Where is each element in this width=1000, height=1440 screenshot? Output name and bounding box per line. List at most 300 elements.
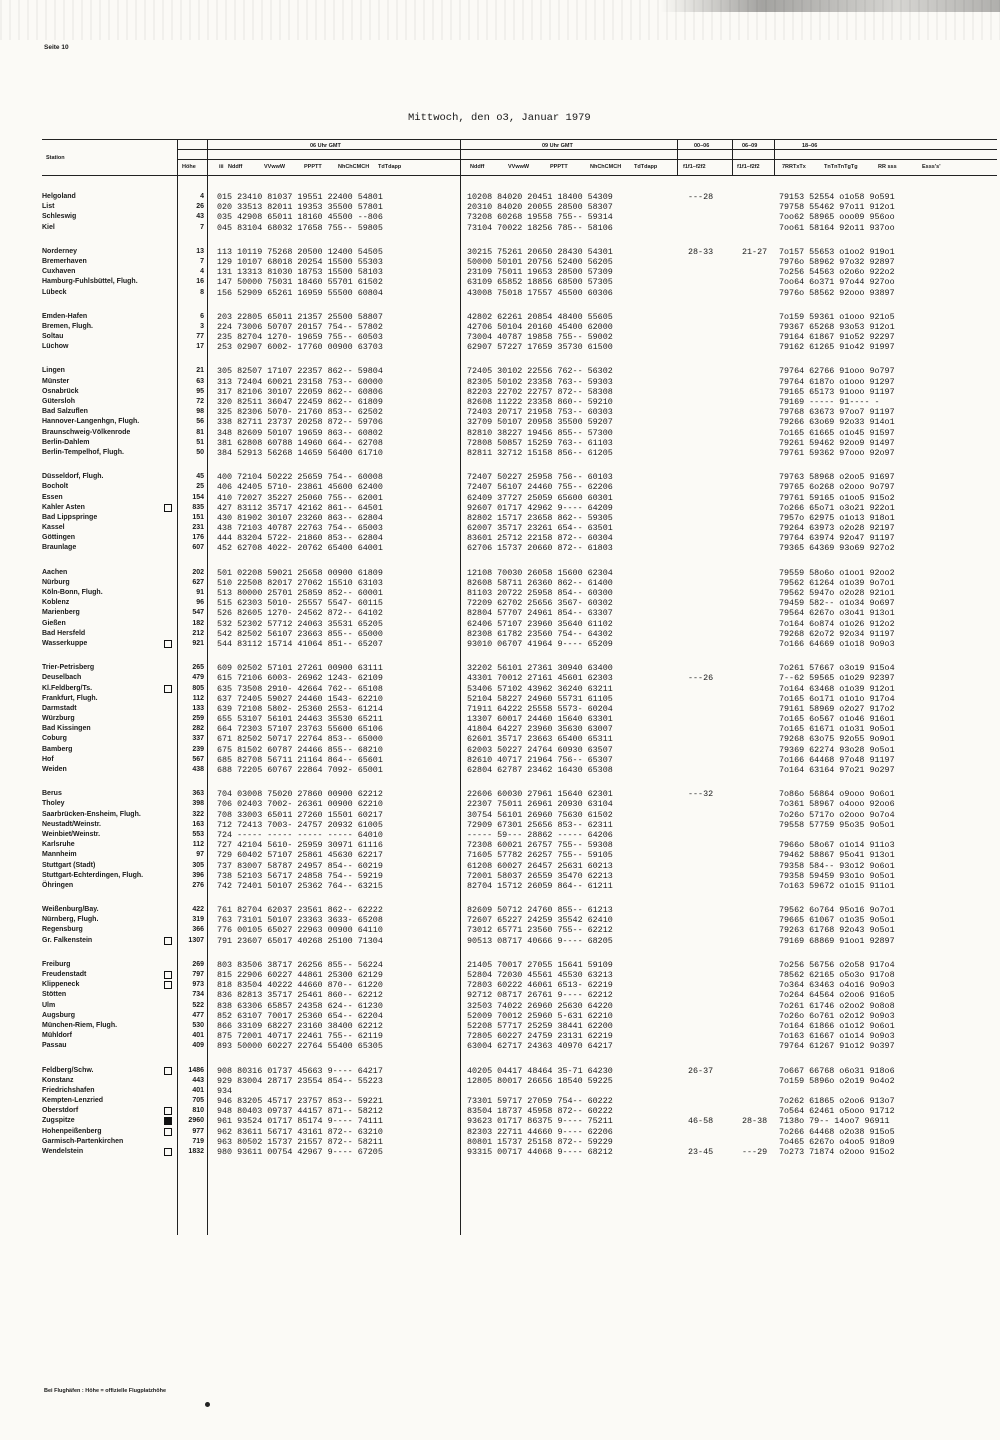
summary-18-06: 79764 6187o o1ooo 91297: [779, 376, 895, 387]
station-name: Bad Kissingen: [42, 725, 91, 733]
obs-06-utc: 609 02502 57101 27261 00900 63111: [217, 663, 383, 674]
station-name: Passau: [42, 1042, 67, 1050]
table-row: [42, 799, 997, 809]
obs-06-utc: 384 52913 56268 14659 56400 61710: [217, 447, 383, 458]
table-row: [42, 288, 997, 298]
station-name: Stötten: [42, 991, 67, 999]
summary-18-06: 7o165 6o567 o1o46 916o1: [779, 714, 895, 725]
obs-06-utc: 015 23410 81037 19551 22400 54801: [217, 192, 383, 202]
station-name: Mühldorf: [42, 1032, 72, 1040]
summary-18-06: 78562 62165 o5o3o 917o8: [779, 970, 895, 980]
summary-18-06: 79564 6267o o3o41 913o1: [779, 608, 895, 619]
summary-18-06: 7o159 5896o o2o19 9o4o2: [779, 1075, 895, 1086]
station-elevation: 72: [196, 398, 204, 405]
obs-09-utc: 72308 60021 26757 755-- 59308: [467, 840, 613, 851]
obs-09-utc: 72909 67301 25656 853-- 62311: [467, 819, 613, 830]
obs-06-utc: 637 72405 59027 24460 1543- 62210: [217, 693, 383, 704]
obs-09-utc: 71911 64222 25558 5573- 60204: [467, 703, 613, 714]
summary-18-06: 79765 6o268 o2ooo 9o797: [779, 482, 895, 493]
station-name: Wendelstein: [42, 1148, 84, 1155]
station-name: Darmstadt: [42, 704, 77, 712]
station-elevation: 239: [192, 745, 204, 753]
header-col06-2: VVwwW: [264, 164, 286, 170]
obs-09-utc: 52804 72030 45561 45530 63213: [467, 970, 613, 980]
station-elevation: 797: [192, 971, 204, 978]
station-name: Wasserkuppe: [42, 639, 88, 647]
table-row: [42, 925, 997, 935]
station-elevation: 973: [192, 981, 204, 989]
table-row: [42, 1086, 997, 1096]
header-obs06: 06 Uhr GMT: [310, 143, 341, 149]
station-name: Stuttgart (Stadt): [42, 861, 96, 869]
station-elevation: 21: [196, 367, 204, 375]
gust-00-06: 23-45: [688, 1147, 714, 1157]
table-row: [42, 342, 997, 352]
table-row: [42, 1021, 997, 1031]
obs-06-utc: 875 72001 40717 22461 755-- 62119: [217, 1031, 383, 1042]
obs-06-utc: 444 83204 5722- 21860 853-- 62804: [217, 533, 383, 544]
station-elevation: 4: [200, 193, 204, 200]
obs-06-utc: 635 73508 2910- 42664 762-- 65108: [217, 683, 383, 694]
summary-18-06: 79761 59362 97ooo 92o97: [779, 447, 895, 458]
summary-18-06: 79369 62274 93o28 9o5o1: [779, 744, 895, 755]
summary-18-06: 79266 63o69 92o33 914o1: [779, 417, 895, 428]
station-name: Deuselbach: [42, 674, 82, 682]
gust-00-06: 26-37: [688, 1065, 714, 1076]
station-name: Aachen: [42, 568, 68, 576]
table-row: [42, 850, 997, 860]
obs-09-utc: 92712 08717 26761 9---- 62212: [467, 990, 613, 1001]
summary-18-06: 79559 58o6o o1oo1 92oo2: [779, 567, 895, 578]
summary-18-06: 79261 59462 92oo9 91497: [779, 437, 895, 448]
obs-09-utc: 72405 30102 22556 762-- 56302: [467, 366, 613, 377]
obs-09-utc: 83504 18737 45958 872-- 60222: [467, 1106, 613, 1117]
station-name: Düsseldorf, Flugh.: [42, 473, 104, 481]
obs-09-utc: 63109 65852 18856 68500 57305: [467, 277, 613, 288]
obs-09-utc: 80801 15737 25158 872-- 59229: [467, 1136, 613, 1147]
summary-18-06: 7o256 54563 o2o6o 922o2: [779, 267, 895, 278]
station-name: Soltau: [42, 333, 64, 341]
obs-09-utc: 62907 57227 17659 35730 61500: [467, 342, 613, 353]
station-name: Karlsruhe: [42, 841, 75, 849]
obs-09-utc: 62406 57107 23960 35640 61102: [467, 618, 613, 629]
obs-06-utc: 320 82511 36047 22459 862-- 61809: [217, 397, 383, 407]
station-elevation: 202: [192, 568, 204, 576]
obs-06-utc: 639 72108 5802- 25360 2553- 61214: [217, 703, 383, 714]
obs-09-utc: 52104 58227 24960 55731 61105: [467, 693, 613, 704]
station-elevation: 16: [196, 278, 204, 286]
obs-09-utc: 72808 50857 15259 763-- 61103: [467, 437, 613, 448]
obs-06-utc: 317 82106 30107 22059 862-- 60806: [217, 386, 383, 397]
table-row: [42, 277, 997, 287]
obs-06-utc: 738 52103 56717 24858 754-- 59219: [217, 870, 383, 881]
summary-18-06: 79268 63o75 92o55 9o9o1: [779, 734, 895, 745]
station-elevation: 627: [192, 578, 204, 586]
obs-09-utc: 73004 40787 19858 755-- 59002: [467, 332, 613, 343]
obs-06-utc: 866 33109 68227 23160 38400 62212: [217, 1020, 383, 1031]
table-row: [42, 684, 997, 694]
station-name: Freudenstadt: [42, 971, 87, 978]
table-row: [42, 387, 997, 397]
obs-09-utc: 82203 22702 22757 872-- 58308: [467, 386, 613, 397]
station-name: Berus: [42, 790, 62, 798]
obs-06-utc: 671 82502 50717 22764 853-- 65000: [217, 734, 383, 745]
obs-06-utc: 544 83112 15714 41064 851-- 65207: [217, 638, 383, 649]
obs-06-utc: 203 22805 65011 21357 25500 58807: [217, 311, 383, 322]
summary-18-06: 7o159 59361 o1ooo 921o5: [779, 311, 895, 322]
station-name: Feldberg/Schw.: [42, 1066, 94, 1074]
station-group: [42, 312, 997, 353]
obs-09-utc: 40205 04417 48464 35-71 64230: [467, 1065, 613, 1076]
summary-18-06: 79761 59165 o1oo5 915o2: [779, 492, 895, 503]
gust-06-09: ---29: [742, 1147, 768, 1157]
obs-09-utc: 82305 50102 23358 763-- 59303: [467, 376, 613, 387]
obs-06-utc: 688 72205 60767 22864 7092- 65001: [217, 765, 383, 775]
station-elevation: 438: [192, 766, 204, 773]
table-row: [42, 448, 997, 458]
obs-09-utc: 73012 65771 23560 755-- 62212: [467, 925, 613, 936]
obs-09-utc: 73301 59717 27059 754-- 60222: [467, 1096, 613, 1107]
obs-06-utc: 934: [217, 1085, 233, 1096]
station-elevation: 182: [192, 619, 204, 627]
obs-09-utc: 72803 60222 46061 6513- 62219: [467, 980, 613, 991]
summary-18-06: 79558 57759 95o35 9o5o1: [779, 819, 895, 830]
obs-06-utc: 526 82605 1270- 24562 872-- 64102: [217, 608, 383, 619]
station-elevation: 2960: [188, 1117, 204, 1125]
table-row: [42, 810, 997, 820]
gust-00-06: ---28: [688, 192, 714, 202]
station-name: Hohenpeißenberg: [42, 1127, 102, 1135]
station-elevation: 719: [192, 1137, 204, 1145]
obs-09-utc: 32709 50107 20958 35500 59207: [467, 417, 613, 428]
header-station: Station: [46, 155, 65, 161]
obs-09-utc: 62601 35717 23663 65400 65311: [467, 734, 613, 745]
summary-18-06: 79164 61867 91o52 92297: [779, 332, 895, 343]
obs-09-utc: 30215 75261 20650 28430 54301: [467, 246, 613, 257]
table-body: [42, 192, 997, 1157]
station-elevation: 56: [196, 418, 204, 426]
station-elevation: 154: [192, 493, 204, 501]
station-elevation: 50: [196, 448, 204, 456]
obs-06-utc: 305 82507 17107 22357 862-- 59804: [217, 366, 383, 377]
page-number: Seite 10: [44, 44, 69, 51]
obs-09-utc: 21405 70017 27055 15641 59109: [467, 959, 613, 970]
header-p0609: 06–09: [742, 143, 758, 149]
obs-06-utc: 020 33513 82011 19353 35500 57801: [217, 202, 383, 213]
station-name: Nürburg: [42, 578, 70, 586]
obs-09-utc: 62007 35717 23261 654-- 63501: [467, 523, 613, 534]
mountain-station-square-icon: [164, 1067, 172, 1075]
station-elevation: 81: [196, 428, 204, 436]
station-elevation: 51: [196, 438, 204, 446]
obs-09-utc: 10208 84020 20451 18400 54309: [467, 192, 613, 202]
station-name: Würzburg: [42, 715, 75, 723]
station-name: Münster: [42, 377, 70, 385]
summary-18-06: 7o86o 56864 o9ooo 9o6o1: [779, 789, 895, 800]
obs-09-utc: 82704 15712 26059 864-- 61211: [467, 880, 613, 891]
obs-09-utc: 83601 25712 22158 872-- 60304: [467, 533, 613, 544]
station-name: Köln-Bonn, Flugh.: [42, 589, 103, 596]
table-row: [42, 598, 997, 608]
obs-06-utc: 515 62303 5010- 25557 5547- 60115: [217, 598, 383, 609]
table-row: [42, 1106, 997, 1116]
station-elevation: 7: [200, 257, 204, 265]
station-elevation: 366: [192, 926, 204, 934]
station-elevation: 547: [192, 609, 204, 617]
obs-09-utc: 92607 01717 42962 9---- 64209: [467, 502, 613, 513]
station-name: Oberstdorf: [42, 1107, 79, 1115]
obs-09-utc: 52208 57717 25259 38441 62200: [467, 1020, 613, 1031]
table-row: [42, 704, 997, 714]
table-row: [42, 1096, 997, 1106]
obs-09-utc: 41804 64227 23960 35630 63007: [467, 724, 613, 735]
mountain-station-square-icon: [164, 971, 172, 979]
summary-18-06: 79768 63673 97oo7 91197: [779, 407, 895, 418]
obs-06-utc: 513 80000 25701 25859 852-- 60001: [217, 588, 383, 598]
obs-09-utc: ----- 59--- 28862 ----- 64206: [467, 829, 613, 840]
table-row: [42, 724, 997, 734]
station-name: Friedrichshafen: [42, 1086, 95, 1094]
obs-09-utc: 62706 15737 20660 872-- 61803: [467, 543, 613, 554]
station-name: Stuttgart-Echterdingen, Flugh.: [42, 871, 144, 879]
obs-06-utc: 542 82502 56107 23663 855-- 65000: [217, 628, 383, 639]
mountain-station-square-icon: [164, 504, 172, 512]
obs-09-utc: 22606 60030 27961 15640 62301: [467, 789, 613, 800]
summary-18-06: 7--62 59565 o1o29 92397: [779, 673, 895, 684]
weather-table: [42, 139, 997, 1157]
summary-18-06: 7o166 64468 97o48 91197: [779, 754, 895, 765]
station-name: Bad Lippspringe: [42, 513, 98, 521]
header-col09-3: PPPTT: [550, 164, 568, 170]
header-p0006: 00–06: [694, 143, 710, 149]
table-row: [42, 789, 997, 799]
table-row: [42, 970, 997, 980]
table-row: [42, 840, 997, 850]
station-elevation: 7: [200, 223, 204, 231]
gust-00-06: 46-58: [688, 1116, 714, 1127]
station-name: Zugspitze: [42, 1117, 75, 1125]
summary-18-06: 79764 62766 91ooo 9o797: [779, 366, 895, 377]
obs-06-utc: 675 81502 60787 24466 855-- 68210: [217, 744, 383, 755]
table-row: [42, 503, 997, 513]
column-divider: [177, 139, 178, 1235]
station-name: Konstanz: [42, 1076, 74, 1084]
table-row: [42, 881, 997, 891]
obs-06-utc: 815 22906 60227 44861 25300 62129: [217, 970, 383, 980]
station-elevation: 133: [192, 704, 204, 712]
station-elevation: 396: [192, 871, 204, 879]
table-row: [42, 990, 997, 1000]
station-name: Kl.Feldberg/Ts.: [42, 684, 93, 692]
station-name: Helgoland: [42, 193, 76, 200]
obs-06-utc: 729 60402 57107 25861 45630 62217: [217, 850, 383, 861]
obs-09-utc: 73208 60268 19558 755-- 59314: [467, 212, 613, 223]
station-group: [42, 789, 997, 891]
table-row: [42, 568, 997, 578]
station-name: Kiel: [42, 223, 55, 231]
station-elevation: 319: [192, 916, 204, 924]
table-row: [42, 755, 997, 765]
obs-06-utc: 113 10119 75268 20500 12400 54505: [217, 246, 383, 257]
obs-09-utc: 72607 65227 24259 35542 62410: [467, 915, 613, 926]
station-elevation: 95: [196, 387, 204, 395]
station-elevation: 231: [192, 524, 204, 532]
obs-06-utc: 430 81902 30107 23260 863-- 62804: [217, 512, 383, 523]
station-name: Emden-Hafen: [42, 312, 88, 320]
table-row: [42, 765, 997, 775]
station-elevation: 96: [196, 599, 204, 607]
mountain-station-square-icon: [164, 1117, 172, 1125]
obs-06-utc: 664 72303 57107 23763 55600 65106: [217, 724, 383, 735]
summary-18-06: 79358 584-- 93o12 9o6o1: [779, 860, 895, 871]
summary-18-06: 79169 68869 91oo1 92897: [779, 935, 895, 946]
station-elevation: 337: [192, 735, 204, 743]
station-elevation: 479: [192, 674, 204, 682]
obs-09-utc: 42706 50104 20160 45400 62000: [467, 321, 613, 332]
header-extra-6: Esss's': [922, 164, 941, 170]
summary-18-06: 7976o 58562 92ooo 93897: [779, 287, 895, 298]
obs-06-utc: 929 83004 28717 23554 854-- 55223: [217, 1075, 383, 1086]
obs-06-utc: 400 72104 50222 25659 754-- 60008: [217, 472, 383, 483]
obs-06-utc: 737 83007 58787 24957 854-- 60219: [217, 860, 383, 871]
station-group: [42, 568, 997, 650]
obs-09-utc: 53406 57102 43962 36240 63211: [467, 683, 613, 694]
station-name: Trier-Petrisberg: [42, 664, 95, 672]
obs-09-utc: 32202 56101 27361 30940 63400: [467, 663, 613, 674]
scan-edge-shadow: [660, 0, 1000, 12]
station-name: Marienberg: [42, 609, 80, 617]
summary-18-06: 7o157 55653 o1oo2 919o1: [779, 246, 895, 257]
summary-18-06: 7957o 62975 o1o13 918o1: [779, 512, 895, 523]
station-name: Essen: [42, 493, 63, 501]
obs-09-utc: 63004 62717 24363 40970 64217: [467, 1041, 613, 1052]
station-name: List: [42, 203, 55, 211]
header-extra-1: f1f1–f2f2: [683, 164, 706, 170]
obs-06-utc: 712 72413 7003- 24757 20932 61005: [217, 819, 383, 830]
table-row: [42, 223, 997, 233]
header-col06-3: PPPTT: [304, 164, 322, 170]
station-elevation: 530: [192, 1021, 204, 1029]
table-row: [42, 472, 997, 482]
station-elevation: 522: [192, 1001, 204, 1009]
station-name: Saarbrücken-Ensheim, Flugh.: [42, 810, 141, 818]
obs-09-utc: 82810 38227 19456 855-- 57300: [467, 427, 613, 438]
table-row: [42, 588, 997, 598]
obs-09-utc: 82609 50712 24760 855-- 61213: [467, 905, 613, 916]
header-col06-1: Nddff: [228, 164, 243, 170]
obs-06-utc: 131 13313 81030 18753 15500 58103: [217, 267, 383, 278]
obs-06-utc: 156 52909 65261 16959 55500 60804: [217, 287, 383, 298]
obs-06-utc: 961 93524 01717 85174 9---- 74111: [217, 1116, 383, 1127]
table-row: [42, 257, 997, 267]
summary-18-06: 7o165 61671 o1o31 9o5o1: [779, 724, 895, 735]
station-elevation: 705: [192, 1097, 204, 1105]
obs-09-utc: 30754 56101 26960 75630 61502: [467, 809, 613, 820]
summary-18-06: 7138o 79-- 14oo7 96911: [779, 1116, 890, 1127]
summary-18-06: 7o165 6o171 o1o1o 917o4: [779, 693, 895, 704]
table-row: [42, 1147, 997, 1157]
obs-06-utc: 501 02208 59021 25658 00900 61809: [217, 567, 383, 578]
obs-09-utc: 20310 84020 20055 28500 58307: [467, 202, 613, 213]
station-name: Bamberg: [42, 745, 73, 753]
table-row: [42, 639, 997, 649]
obs-06-utc: 655 53107 56101 24463 35530 65211: [217, 714, 383, 725]
table-row: [42, 734, 997, 744]
station-name: Lüchow: [42, 343, 69, 351]
station-name: Kahler Asten: [42, 503, 85, 511]
station-name: Klippeneck: [42, 981, 80, 989]
obs-09-utc: 42802 62261 20854 48400 55605: [467, 311, 613, 322]
obs-09-utc: 43301 70012 27161 45601 62303: [467, 673, 613, 684]
obs-09-utc: 22307 75011 26961 20930 63104: [467, 799, 613, 810]
station-group: [42, 663, 997, 775]
station-name: München-Riem, Flugh.: [42, 1021, 118, 1029]
obs-09-utc: 93010 06707 41964 9---- 65209: [467, 638, 613, 649]
station-elevation: 212: [192, 629, 204, 637]
station-elevation: 1307: [188, 936, 204, 944]
mountain-station-square-icon: [164, 981, 172, 989]
mountain-station-square-icon: [164, 685, 172, 693]
obs-06-utc: 452 62708 4022- 20762 65400 64001: [217, 543, 383, 554]
obs-06-utc: 980 93611 00754 42967 9---- 67205: [217, 1147, 383, 1157]
summary-18-06: 7o166 64669 o1o18 9o9o3: [779, 638, 895, 649]
obs-06-utc: 615 72106 6003- 26962 1243- 62109: [217, 673, 383, 684]
summary-18-06: 79358 59459 93o1o 9o5o1: [779, 870, 895, 881]
gust-00-06: ---32: [688, 789, 714, 800]
header-iii: iii: [219, 164, 224, 170]
station-elevation: 282: [192, 725, 204, 733]
obs-09-utc: 71605 57782 26257 755-- 59105: [467, 850, 613, 861]
mountain-station-square-icon: [164, 640, 172, 648]
obs-06-utc: 348 82609 50107 19659 863-- 60802: [217, 427, 383, 438]
table-row: [42, 513, 997, 523]
obs-09-utc: 93315 00717 44068 9---- 68212: [467, 1147, 613, 1157]
obs-06-utc: 410 72027 35227 25060 755-- 62001: [217, 492, 383, 503]
table-row: [42, 267, 997, 277]
station-group: [42, 472, 997, 554]
obs-09-utc: 82804 57707 24961 854-- 63307: [467, 608, 613, 619]
obs-09-utc: 72407 56107 24460 755-- 62206: [467, 482, 613, 493]
obs-09-utc: 52009 70012 25960 5-631 62210: [467, 1010, 613, 1021]
table-row: [42, 694, 997, 704]
table-row: [42, 1066, 997, 1076]
station-name: Frankfurt, Flugh.: [42, 694, 98, 702]
gust-06-09: 28-38: [742, 1116, 768, 1127]
obs-09-utc: 61208 60027 26457 25631 60213: [467, 860, 613, 871]
summary-18-06: 79365 64369 93o69 927o2: [779, 543, 895, 554]
obs-09-utc: 82802 15717 23658 862-- 59305: [467, 512, 613, 523]
table-row: [42, 608, 997, 618]
station-name: Lingen: [42, 367, 65, 375]
station-name: Neustadt/Weinstr.: [42, 820, 101, 828]
station-name: Tholey: [42, 800, 65, 808]
obs-06-utc: 893 50000 60227 22764 55400 65305: [217, 1041, 383, 1052]
station-elevation: 305: [192, 861, 204, 869]
header-extra-5: RR sss: [878, 164, 897, 170]
mountain-station-square-icon: [164, 937, 172, 945]
table-row: [42, 428, 997, 438]
table-row: [42, 192, 997, 202]
station-name: Freiburg: [42, 960, 71, 968]
table-row: [42, 578, 997, 588]
column-divider: [207, 139, 208, 1235]
summary-18-06: 7o465 6267o o4oo5 918o9: [779, 1136, 895, 1147]
header-extra-4: TnTnTnTgTg: [824, 164, 858, 170]
obs-09-utc: 82308 61782 23560 754-- 64302: [467, 628, 613, 639]
table-row: [42, 523, 997, 533]
summary-18-06: 7o264 64564 o2oo6 916o5: [779, 990, 895, 1001]
obs-06-utc: 235 82704 1270- 19659 755-- 60503: [217, 332, 383, 343]
